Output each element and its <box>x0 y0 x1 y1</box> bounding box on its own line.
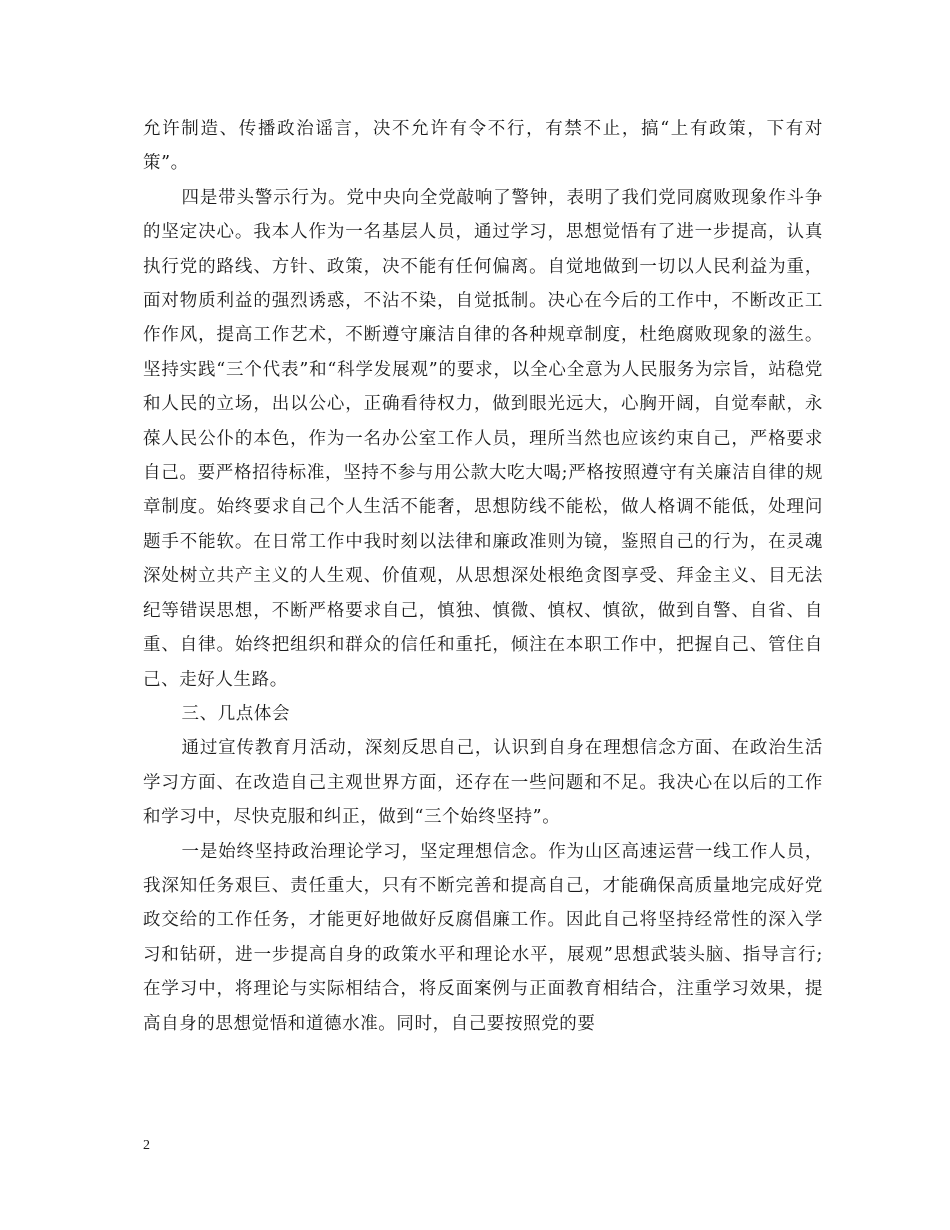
section-heading-experiences: 三、几点体会 <box>181 703 291 724</box>
document-body <box>143 112 823 1041</box>
paragraph-point-one: 一是始终坚持政治理论学习，坚定理想信念。作为山区高速运营一线工作人员，我深知任务艰巨、责任重大，只有不断完善和提高自己，才能确保高质量地完成好党政交给的工作任务，才能更好地做好反腐倡廉工作。因此自己将坚持经常性的深入学习和钻研，进一步提高自身的政策水平和理论水平，展观”思想武装头脑、指导言行;在学习中，将理论与实际相结合，将反面案例与正面教育相结合，注重学习效果，提高自身的思想觉悟和道德水准。同时，自己要按照党的要 <box>143 841 823 1034</box>
paragraph-continuation: 允许制造、传播政治谣言，决不允许有令不行，有禁不止，搞“上有政策，下有对策”。 <box>143 119 823 174</box>
page-number: 2 <box>143 1138 150 1153</box>
paragraph-point-four: 四是带头警示行为。党中央向全党敲响了警钟，表明了我们党同腐败现象作斗争的坚定决心。我本人作为一名基层人员，通过学习，思想觉悟有了进一步提高，认真执行党的路线、方针、政策，决不能有任何偏离。自觉地做到一切以人民利益为重，面对物质利益的强烈诱惑，不沾不染，自觉抵制。决心在今后的工作中，不断改正工作作风，提高工作艺术，不断遵守廉洁自律的各种规章制度，杜绝腐败现象的滋生。坚持实践“三个代表”和“科学发展观”的要求，以全心全意为人民服务为宗旨，站稳党和人民的立场，出以公心，正确看待权力，做到眼光远大，心胸开阔，自觉奉献，永葆人民公仆的本色，作为一名办公室工作人员，理所当然也应该约束自己，严格要求自己。要严格招待标准，坚持不参与用公款大吃大喝;严格按照遵守有关廉洁自律的规章制度。始终要求自己个人生活不能奢，思想防线不能松，做人格调不能低，处理问题手不能软。在日常工作中我时刻以法律和廉政准则为镜，鉴照自己的行为，在灵魂深处树立共产主义的人生观、价值观，从思想深处根绝贪图享受、拜金主义、目无法纪等错误思想，不断严格要求自己，慎独、慎微、慎权、慎欲，做到自警、自省、自重、自律。始终把组织和群众的信任和重托，倾注在本职工作中，把握自己、管住自己、走好人生路。 <box>143 187 823 690</box>
paragraph-reflection: 通过宣传教育月活动，深刻反思自己，认识到自身在理想信念方面、在政治生活学习方面、在改造自己主观世界方面，还存在一些问题和不足。我决心在以后的工作和学习中，尽快克服和纠正，做到“三个始终坚持”。 <box>143 738 823 828</box>
